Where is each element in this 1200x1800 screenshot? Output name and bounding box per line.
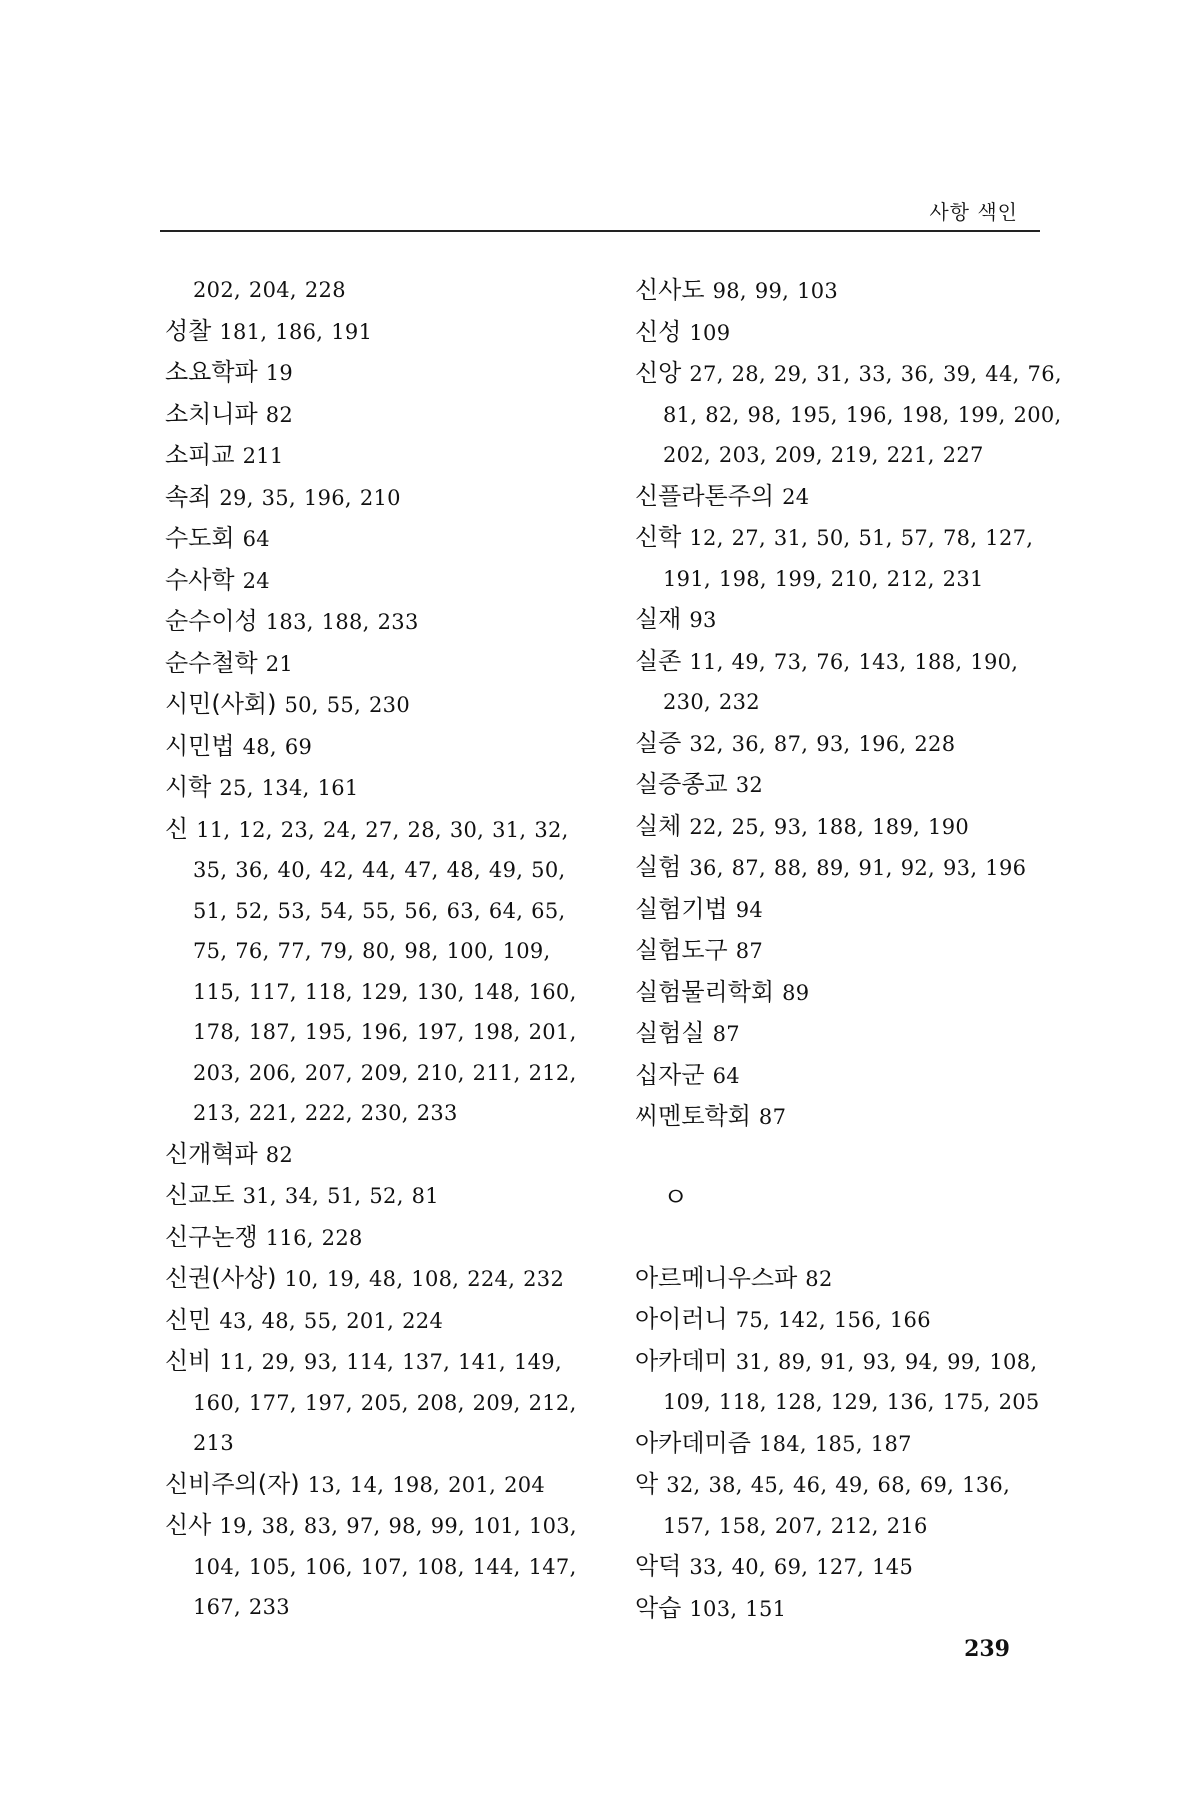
entry-pages: 64: [242, 527, 270, 551]
entry-term: 실험실: [635, 1019, 705, 1047]
index-entry: [635, 270, 1065, 312]
entry-pages: 25, 134, 161: [219, 776, 359, 800]
section-letter-heading: ㅇ: [663, 1182, 689, 1213]
entry-pages: 11, 12, 23, 24, 27, 28, 30, 31, 32, 35, 36, 40, 42, 44, 47, 48, 49, 50, 51, 52, 53, 54, 55, 56, 63, 64, 65, 75, 76, 77, 79, 80, 98, 100, 109, 115, 117, 118, 129, 130, 148, 160, 178, 187, 195, 196, 197, 198, 201, 203, 206, 207, 209, 210, 211, 212, 213, 221, 222, 230, 233: [193, 817, 577, 1125]
index-entry: [635, 1588, 1065, 1630]
index-entry: [635, 1341, 1065, 1423]
index-entry: [635, 889, 1065, 931]
entry-pages: 75, 142, 156, 166: [735, 1308, 931, 1332]
entry-term: 소치니파: [165, 399, 258, 428]
entry-pages: 29, 35, 196, 210: [219, 485, 401, 510]
entry-term: 시학: [165, 773, 212, 801]
entry-pages: 211: [242, 444, 284, 468]
entry-pages: 22, 25, 93, 188, 189, 190: [689, 814, 970, 839]
entry-pages: 82: [805, 1266, 833, 1291]
entry-term: 신개혁파: [165, 1139, 258, 1168]
index-entry: [635, 764, 1065, 806]
entry-pages: 202, 204, 228: [193, 278, 346, 302]
entry-term: 신앙: [635, 359, 682, 387]
entry-term: 아이러니: [635, 1305, 728, 1333]
index-entry: [635, 1299, 1065, 1341]
entry-term: 실증종교: [635, 770, 728, 798]
entry-term: 실체: [635, 811, 682, 840]
index-entry: [635, 476, 1065, 518]
index-entry: [165, 560, 595, 602]
entry-term: 실험도구: [635, 936, 728, 964]
entry-pages: 32, 38, 45, 46, 49, 68, 69, 136, 157, 158, 207, 212, 216: [663, 1473, 1011, 1538]
entry-pages: 13, 14, 198, 201, 204: [307, 1472, 546, 1497]
entry-pages: 31, 34, 51, 52, 81: [242, 1184, 439, 1208]
page-number: 239: [964, 1636, 1010, 1662]
index-entry: [165, 1505, 595, 1628]
entry-term: 실험: [635, 853, 682, 881]
entry-term: 아르메니우스파: [635, 1263, 798, 1292]
entry-pages: 11, 49, 73, 76, 143, 188, 190, 230, 232: [663, 649, 1019, 714]
index-entry: [165, 1134, 595, 1176]
entry-term: 속죄: [165, 482, 212, 511]
entry-pages: 10, 19, 48, 108, 224, 232: [284, 1267, 565, 1291]
entry-term: 소피교: [165, 441, 235, 469]
entry-pages: 94: [735, 897, 764, 922]
entry-pages: 87: [758, 1105, 787, 1129]
index-entry: [635, 517, 1065, 599]
entry-term: 실험기법: [635, 894, 728, 923]
index-entry: [165, 1341, 595, 1464]
index-entry: [165, 394, 595, 436]
index-entry: [165, 1464, 595, 1506]
entry-term: 신학: [635, 523, 682, 551]
entry-term: 신플라톤주의: [635, 481, 775, 510]
index-entry: [635, 1055, 1065, 1097]
entry-pages: 11, 29, 93, 114, 137, 141, 149, 160, 177, 197, 205, 208, 209, 212, 213: [193, 1350, 577, 1455]
entry-pages: 33, 40, 69, 127, 145: [689, 1555, 914, 1579]
entry-pages: 181, 186, 191: [219, 319, 373, 344]
entry-pages: 19, 38, 83, 97, 98, 99, 101, 103, 104, 105, 106, 107, 108, 144, 147, 167, 233: [193, 1514, 577, 1619]
entry-term: 신민: [165, 1305, 212, 1334]
entry-pages: 50, 55, 230: [284, 693, 410, 717]
entry-term: 순수이성: [165, 607, 258, 635]
index-column-right: [635, 270, 1065, 1629]
entry-pages: 89: [782, 980, 810, 1005]
index-entry: [165, 809, 595, 1134]
entry-term: 악: [635, 1470, 659, 1498]
entry-pages: 48, 69: [242, 734, 313, 759]
entry-term: 신사도: [635, 276, 705, 304]
entry-term: 악습: [635, 1593, 682, 1622]
entry-pages: 87: [712, 1022, 740, 1046]
index-entry: [635, 723, 1065, 765]
index-entry: [165, 643, 595, 685]
index-entry: [635, 312, 1065, 354]
entry-pages: 43, 48, 55, 201, 224: [219, 1308, 444, 1333]
entry-pages: 103, 151: [689, 1596, 787, 1621]
entry-pages: 32: [735, 773, 764, 797]
entry-term: 실험물리학회: [635, 977, 775, 1006]
entry-term: 아카데미: [635, 1346, 728, 1375]
entry-pages: 12, 27, 31, 50, 51, 57, 78, 127, 191, 198, 199, 210, 212, 231: [663, 526, 1034, 591]
index-entry: [635, 1423, 1065, 1465]
index-entry: [635, 1546, 1065, 1588]
index-entry: [165, 1217, 595, 1259]
entry-pages: 82: [265, 402, 294, 427]
entry-term: 씨멘토학회: [635, 1102, 751, 1130]
entry-term: 신비주의(자): [165, 1469, 300, 1498]
entry-term: 아카데미즘: [635, 1428, 751, 1457]
entry-term: 십자군: [635, 1060, 705, 1089]
entry-pages: 24: [242, 568, 270, 593]
entry-term: 성찰: [165, 316, 212, 345]
index-entry: [165, 1300, 595, 1342]
index-entry: [165, 352, 595, 394]
index-entry: [165, 1258, 595, 1300]
index-entry: [165, 726, 595, 768]
index-entry: [165, 1175, 595, 1217]
entry-term: 신구논쟁: [165, 1222, 258, 1251]
index-entry: [635, 599, 1065, 641]
entry-pages: 21: [265, 651, 294, 676]
entry-pages: 93: [689, 608, 717, 632]
index-entry: [635, 972, 1065, 1014]
entry-pages: 98, 99, 103: [712, 279, 839, 303]
running-header-title: 사항 색인: [929, 200, 1018, 224]
index-entry: [635, 806, 1065, 848]
entry-pages: 183, 188, 233: [265, 610, 419, 634]
entry-term: 신사: [165, 1511, 212, 1539]
index-entry: [165, 311, 595, 353]
index-entry: [165, 477, 595, 519]
entry-term: 수사학: [165, 565, 235, 594]
entry-term: 소요학파: [165, 358, 258, 386]
index-entry: [635, 1464, 1065, 1546]
entry-pages: 31, 89, 91, 93, 94, 99, 108, 109, 118, 128, 129, 136, 175, 205: [663, 1349, 1040, 1414]
index-entry: [635, 353, 1065, 476]
index-entry: [635, 1258, 1065, 1300]
entry-term: 신비: [165, 1347, 212, 1375]
index-entry: [635, 1013, 1065, 1055]
entry-term: 악덕: [635, 1552, 682, 1580]
index-column-left: [165, 270, 595, 1628]
entry-pages: 64: [712, 1063, 740, 1088]
entry-term: 시민법: [165, 731, 235, 760]
entry-pages: 24: [782, 484, 810, 509]
entry-term: 신교도: [165, 1181, 235, 1209]
index-entry: [165, 518, 595, 560]
index-entry: [165, 684, 595, 726]
entry-term: 실존: [635, 646, 682, 675]
index-entry: [165, 767, 595, 809]
index-entry: [635, 1096, 1065, 1138]
entry-pages: 32, 36, 87, 93, 196, 228: [689, 731, 956, 756]
header-rule: [160, 230, 1040, 232]
index-entry: [165, 435, 595, 477]
entry-pages: 27, 28, 29, 31, 33, 36, 39, 44, 76, 81, 82, 98, 195, 196, 198, 199, 200, 202, 203, 209, 219, 221, 227: [663, 362, 1062, 467]
entry-term: 실재: [635, 605, 682, 633]
entry-pages: 109: [689, 320, 731, 345]
index-entry: [635, 641, 1065, 723]
entry-term: 신: [165, 814, 189, 843]
entry-term: 신권(사상): [165, 1264, 277, 1292]
entry-term: 수도회: [165, 524, 235, 552]
entry-pages: 184, 185, 187: [758, 1431, 912, 1456]
entry-pages: 19: [265, 361, 294, 385]
entry-pages: 87: [735, 939, 764, 963]
entry-pages: 36, 87, 88, 89, 91, 92, 93, 196: [689, 856, 1027, 880]
entry-pages: 116, 228: [265, 1225, 363, 1250]
index-entry: [165, 601, 595, 643]
entry-term: 시민(사회): [165, 690, 277, 718]
index-entry: [635, 847, 1065, 889]
index-entry: [635, 930, 1065, 972]
entry-term: 신성: [635, 317, 682, 346]
index-entry: [165, 270, 595, 311]
entry-term: 순수철학: [165, 648, 258, 677]
entry-term: 실증: [635, 728, 682, 757]
entry-pages: 82: [265, 1142, 294, 1167]
